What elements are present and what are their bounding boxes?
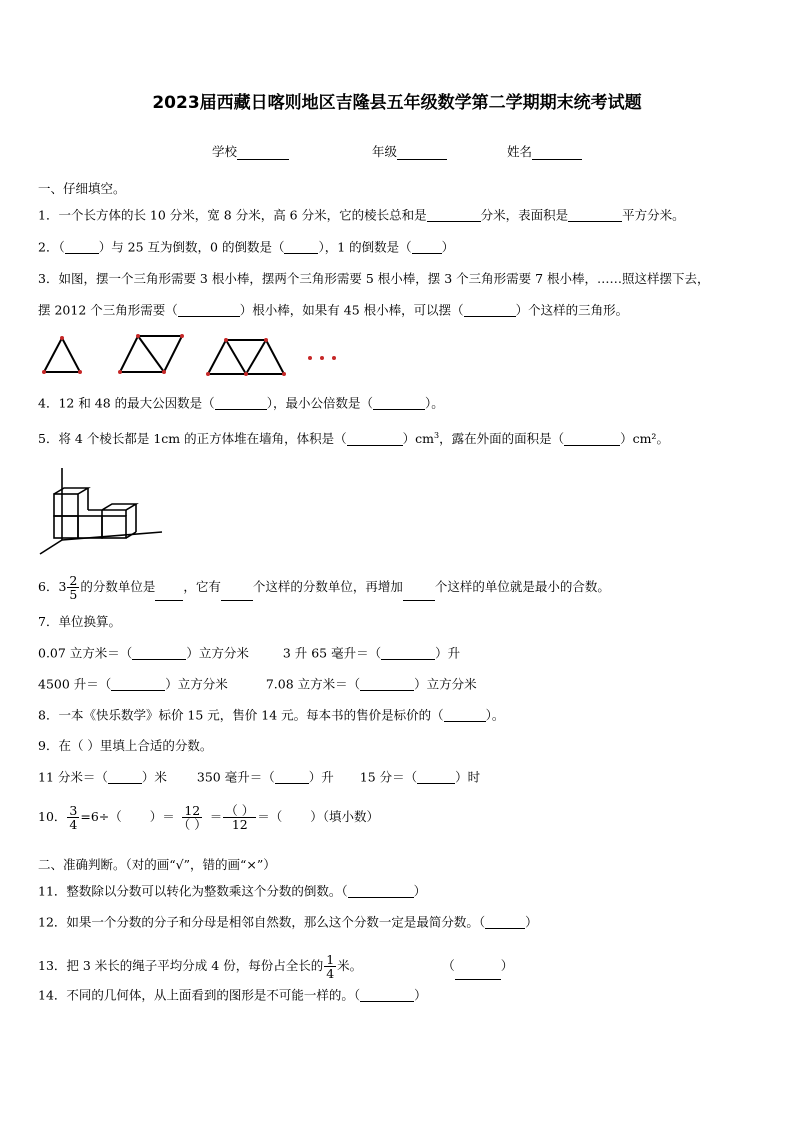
question-1: 1．一个长方体的长 10 分米，宽 8 分米，高 6 分米，它的棱长总和是 分米，表面积是 平方分米。 <box>38 207 685 223</box>
answer-blank[interactable] <box>360 989 414 1002</box>
answer-blank[interactable] <box>347 433 403 446</box>
question-8: 8．一本《快乐数学》标价 15 元，售价 14 元。每本书的售价是标价的（ ）。 <box>38 707 505 723</box>
name-field[interactable] <box>507 142 582 160</box>
answer-blank[interactable] <box>284 241 318 254</box>
answer-blank[interactable] <box>564 433 620 446</box>
cubes-in-corner-figure <box>38 466 168 558</box>
answer-blank[interactable] <box>455 967 501 980</box>
answer-blank[interactable] <box>464 304 516 317</box>
fraction-2-5: $\frac{2}{5}$ <box>69 573 78 603</box>
question-12: 12．如果一个分数的分子和分母是相邻自然数，那么这个分数一定是最简分数。（ ） <box>38 914 538 930</box>
question-13: 13．把 3 米长的绳子平均分成 4 份，每份占全长的 $\frac{1}{4}$ 米。 （ ） <box>38 952 514 982</box>
name-blank[interactable] <box>532 147 582 160</box>
answer-blank[interactable] <box>381 647 435 660</box>
question-10: 10． $\frac{3}{4}$ =6÷（ ）＝ $\frac{12}{( )}$ ＝ $\frac{( )}{12}$ ＝（ ）（填小数） <box>38 803 380 833</box>
grade-label: 年级 <box>372 144 398 159</box>
question-7-row-2: 4500 升＝（ ）立方分米 7.08 立方米＝（ ）立方分米 <box>38 676 477 692</box>
triangle-sticks-figure <box>36 330 346 380</box>
school-field[interactable] <box>212 142 289 160</box>
answer-blank[interactable] <box>221 588 253 601</box>
three-triangles <box>208 340 284 374</box>
answer-blank[interactable] <box>65 241 99 254</box>
answer-blank[interactable] <box>178 304 240 317</box>
answer-blank[interactable] <box>215 397 267 410</box>
fraction-3-4: $\frac{3}{4}$ <box>69 803 78 833</box>
question-2: 2．（ ）与 25 互为倒数，0 的倒数是（ ），1 的倒数是（ ） <box>38 239 455 255</box>
fraction-blank-12[interactable]: $\frac{( )}{12}$ <box>225 803 255 833</box>
grade-field[interactable] <box>372 142 447 160</box>
answer-blank[interactable] <box>373 397 425 410</box>
question-7-title: 7．单位换算。 <box>38 614 121 629</box>
one-triangle <box>44 338 80 372</box>
question-11: 11．整数除以分数可以转化为整数乘这个分数的倒数。（ ） <box>38 883 427 899</box>
answer-blank[interactable] <box>282 819 310 831</box>
answer-blank[interactable] <box>412 241 442 254</box>
name-label: 姓名 <box>507 144 533 159</box>
question-3-line-2: 摆 2012 个三角形需要（ ）根小棒，如果有 45 根小棒，可以摆（ ）个这样的三角形。 <box>38 302 629 318</box>
answer-blank[interactable] <box>132 647 186 660</box>
ellipsis-dots <box>308 356 336 360</box>
question-4: 4．12 和 48 的最大公因数是（ ），最小公倍数是（ ）。 <box>38 395 444 411</box>
question-14: 14．不同的几何体，从上面看到的图形是不可能一样的。（ ） <box>38 987 427 1003</box>
answer-blank[interactable] <box>444 709 486 722</box>
answer-blank[interactable] <box>360 678 414 691</box>
school-label: 学校 <box>212 144 238 159</box>
answer-blank[interactable] <box>108 771 142 784</box>
floor-edge-left <box>40 540 62 554</box>
question-7-row-1: 0.07 立方米＝（ ）立方分米 3 升 65 毫升＝（ ）升 <box>38 645 461 661</box>
answer-blank[interactable] <box>275 771 309 784</box>
answer-blank[interactable] <box>427 209 481 222</box>
answer-blank[interactable] <box>111 678 165 691</box>
answer-blank[interactable] <box>155 588 183 601</box>
fraction-12-blank[interactable]: $\frac{12}{( )}$ <box>177 803 207 833</box>
two-triangles <box>120 336 182 372</box>
answer-blank[interactable] <box>485 916 525 929</box>
answer-blank[interactable] <box>403 588 435 601</box>
answer-blank[interactable] <box>568 209 622 222</box>
question-9-row: 11 分米＝（ ）米 350 毫升＝（ ）升 15 分＝（ ）时 <box>38 769 481 785</box>
question-6: 6．3 $\frac{2}{5}$ 的分数单位是 ，它有 个这样的分数单位，再增加 个这样的单位就是最小的合数。 <box>38 573 610 603</box>
question-5: 5．将 4 个棱长都是 1cm 的正方体堆在墙角，体积是（ ）$cm^3$，露在外面的面积是（ ）cm²。 <box>38 431 669 447</box>
answer-blank[interactable] <box>348 885 414 898</box>
section-1-heading: 一、仔细填空。 <box>38 181 126 196</box>
answer-blank[interactable] <box>417 771 455 784</box>
answer-blank[interactable] <box>122 819 150 831</box>
question-3-line-1: 3．如图，摆一个三角形需要 3 根小棒，摆两个三角形需要 5 根小棒，摆 3 个三角形需要 7 根小棒，……照这样摆下去， <box>38 271 710 286</box>
section-2-heading: 二、准确判断。（对的画“√”，错的画“×”） <box>38 857 276 872</box>
question-9-title: 9．在（ ）里填上合适的分数。 <box>38 738 213 753</box>
school-blank[interactable] <box>237 147 289 160</box>
page-title: 2023届西藏日喀则地区吉隆县五年级数学第二学期期末统考试题 <box>152 93 642 113</box>
grade-blank[interactable] <box>397 147 447 160</box>
fraction-1-4: $\frac{1}{4}$ <box>326 952 335 982</box>
